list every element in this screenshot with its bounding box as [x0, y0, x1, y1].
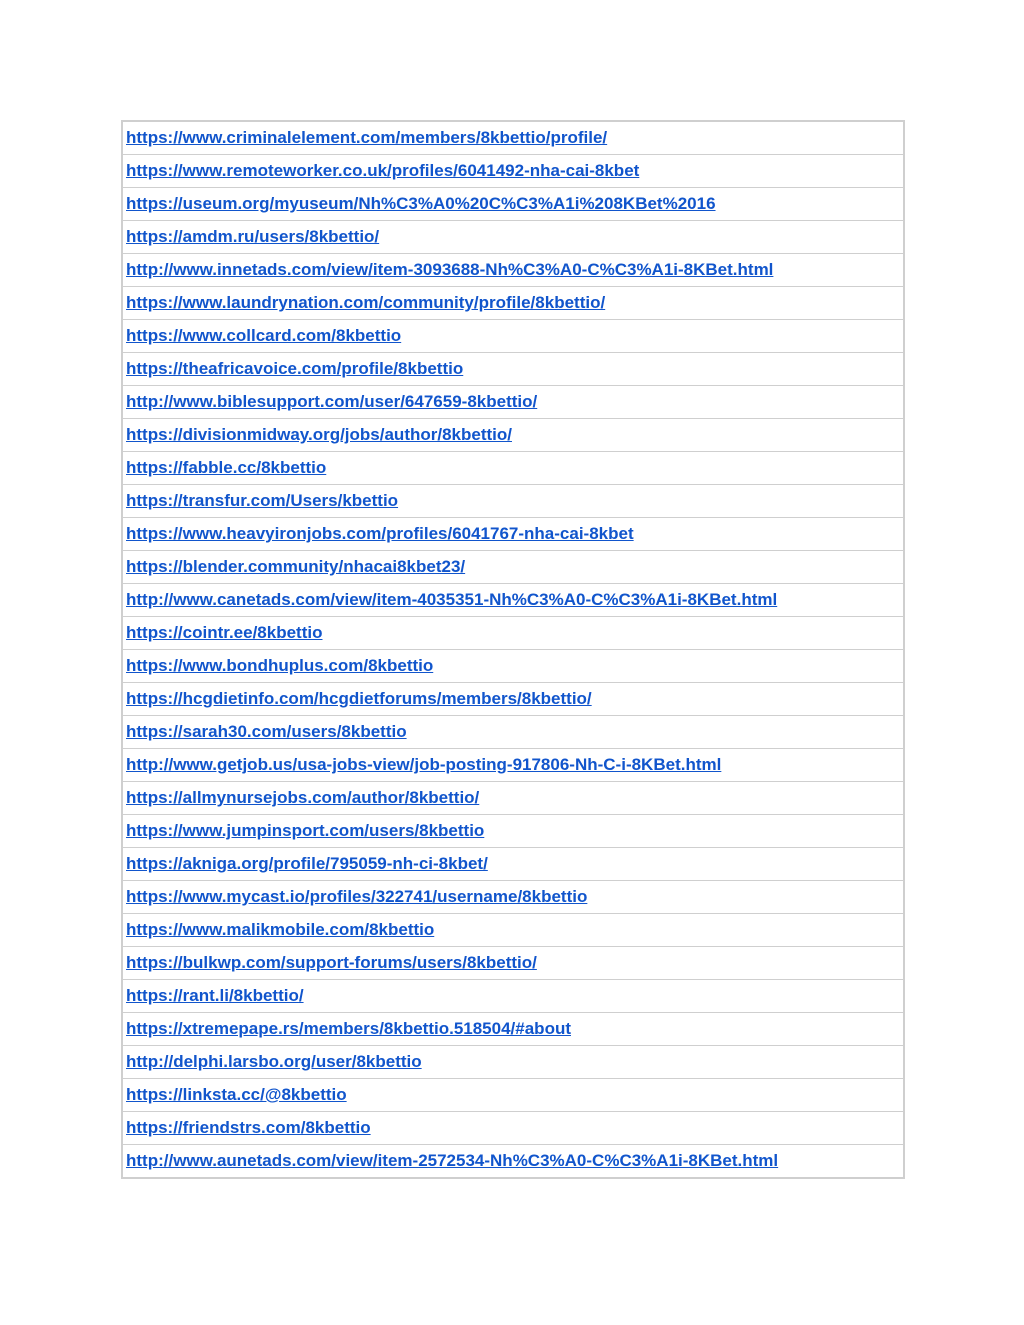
profile-link[interactable]: http://delphi.larsbo.org/user/8kbettio — [126, 1052, 422, 1071]
profile-link[interactable]: http://www.innetads.com/view/item-3093688-Nh%C3%A0-C%C3%A1i-8KBet.html — [126, 260, 774, 279]
table-row — [122, 188, 904, 221]
table-cell — [122, 914, 904, 947]
profile-link[interactable]: http://www.aunetads.com/view/item-2572534-Nh%C3%A0-C%C3%A1i-8KBet.html — [126, 1151, 779, 1170]
table-row — [122, 1079, 904, 1112]
profile-link[interactable]: http://www.getjob.us/usa-jobs-view/job-posting-917806-Nh-C-i-8KBet.html — [126, 755, 722, 774]
table-cell — [122, 584, 904, 617]
table-row — [122, 914, 904, 947]
table-cell — [122, 881, 904, 914]
profile-link[interactable]: https://amdm.ru/users/8kbettio/ — [126, 227, 380, 246]
table-row — [122, 947, 904, 980]
profile-link[interactable]: https://sarah30.com/users/8kbettio — [126, 722, 407, 741]
table-row — [122, 254, 904, 287]
table-row — [122, 287, 904, 320]
table-cell — [122, 1013, 904, 1046]
profile-link[interactable]: https://xtremepape.rs/members/8kbettio.518504/#about — [126, 1019, 571, 1038]
table-row — [122, 1046, 904, 1079]
profile-link[interactable]: https://www.malikmobile.com/8kbettio — [126, 920, 435, 939]
table-row — [122, 320, 904, 353]
profile-link[interactable]: https://friendstrs.com/8kbettio — [126, 1118, 371, 1137]
profile-link[interactable]: https://linksta.cc/@8kbettio — [126, 1085, 347, 1104]
table-cell — [122, 947, 904, 980]
table-row — [122, 121, 904, 155]
table-row — [122, 782, 904, 815]
profile-link[interactable]: https://www.criminalelement.com/members/8kbettio/profile/ — [126, 128, 608, 147]
table-row — [122, 452, 904, 485]
table-row — [122, 848, 904, 881]
table-cell — [122, 683, 904, 716]
table-row — [122, 155, 904, 188]
table-cell — [122, 188, 904, 221]
table-cell — [122, 1046, 904, 1079]
profile-link[interactable]: https://www.laundrynation.com/community/profile/8kbettio/ — [126, 293, 606, 312]
profile-link[interactable]: https://www.collcard.com/8kbettio — [126, 326, 402, 345]
table-cell — [122, 518, 904, 551]
profile-link[interactable]: https://transfur.com/Users/kbettio — [126, 491, 399, 510]
profile-link[interactable]: https://fabble.cc/8kbettio — [126, 458, 327, 477]
profile-link[interactable]: https://www.heavyironjobs.com/profiles/6041767-nha-cai-8kbet — [126, 524, 634, 543]
table-cell — [122, 980, 904, 1013]
table-cell — [122, 287, 904, 320]
table-cell — [122, 155, 904, 188]
table-row — [122, 221, 904, 254]
table-row — [122, 1145, 904, 1179]
table-row — [122, 353, 904, 386]
table-row — [122, 551, 904, 584]
table-cell — [122, 353, 904, 386]
table-row — [122, 419, 904, 452]
table-row — [122, 683, 904, 716]
profile-link[interactable]: https://www.jumpinsport.com/users/8kbettio — [126, 821, 485, 840]
table-cell — [122, 782, 904, 815]
table-row — [122, 518, 904, 551]
profile-link[interactable]: https://divisionmidway.org/jobs/author/8kbettio/ — [126, 425, 512, 444]
table-row — [122, 980, 904, 1013]
table-cell — [122, 121, 904, 155]
table-row — [122, 815, 904, 848]
table-row — [122, 716, 904, 749]
profile-link[interactable]: https://allmynursejobs.com/author/8kbettio/ — [126, 788, 480, 807]
link-table — [121, 120, 905, 1179]
table-cell — [122, 1079, 904, 1112]
table-cell — [122, 1145, 904, 1179]
table-row — [122, 485, 904, 518]
table-cell — [122, 815, 904, 848]
table-cell — [122, 386, 904, 419]
table-cell — [122, 485, 904, 518]
table-row — [122, 1013, 904, 1046]
table-row — [122, 749, 904, 782]
table-cell — [122, 320, 904, 353]
profile-link[interactable]: https://bulkwp.com/support-forums/users/8kbettio/ — [126, 953, 537, 972]
table-cell — [122, 452, 904, 485]
profile-link[interactable]: https://hcgdietinfo.com/hcgdietforums/members/8kbettio/ — [126, 689, 592, 708]
profile-link[interactable]: https://blender.community/nhacai8kbet23/ — [126, 557, 466, 576]
table-cell — [122, 848, 904, 881]
table-cell — [122, 551, 904, 584]
profile-link[interactable]: https://theafricavoice.com/profile/8kbettio — [126, 359, 464, 378]
table-row — [122, 650, 904, 683]
profile-link[interactable]: https://rant.li/8kbettio/ — [126, 986, 304, 1005]
table-cell — [122, 419, 904, 452]
table-row — [122, 881, 904, 914]
profile-link[interactable]: https://cointr.ee/8kbettio — [126, 623, 323, 642]
table-cell — [122, 221, 904, 254]
profile-link[interactable]: http://www.canetads.com/view/item-4035351-Nh%C3%A0-C%C3%A1i-8KBet.html — [126, 590, 778, 609]
profile-link[interactable]: http://www.biblesupport.com/user/647659-8kbettio/ — [126, 392, 538, 411]
link-table-body — [122, 121, 904, 1178]
table-cell — [122, 716, 904, 749]
table-cell — [122, 617, 904, 650]
table-row — [122, 584, 904, 617]
profile-link[interactable]: https://www.mycast.io/profiles/322741/username/8kbettio — [126, 887, 588, 906]
profile-link[interactable]: https://www.remoteworker.co.uk/profiles/6041492-nha-cai-8kbet — [126, 161, 640, 180]
profile-link[interactable]: https://www.bondhuplus.com/8kbettio — [126, 656, 434, 675]
table-cell — [122, 650, 904, 683]
table-row — [122, 386, 904, 419]
table-cell — [122, 1112, 904, 1145]
table-cell — [122, 254, 904, 287]
table-row — [122, 1112, 904, 1145]
profile-link[interactable]: https://useum.org/myuseum/Nh%C3%A0%20C%C3%A1i%208KBet%2016 — [126, 194, 716, 213]
profile-link[interactable]: https://akniga.org/profile/795059-nh-ci-8kbet/ — [126, 854, 488, 873]
table-row — [122, 617, 904, 650]
table-cell — [122, 749, 904, 782]
